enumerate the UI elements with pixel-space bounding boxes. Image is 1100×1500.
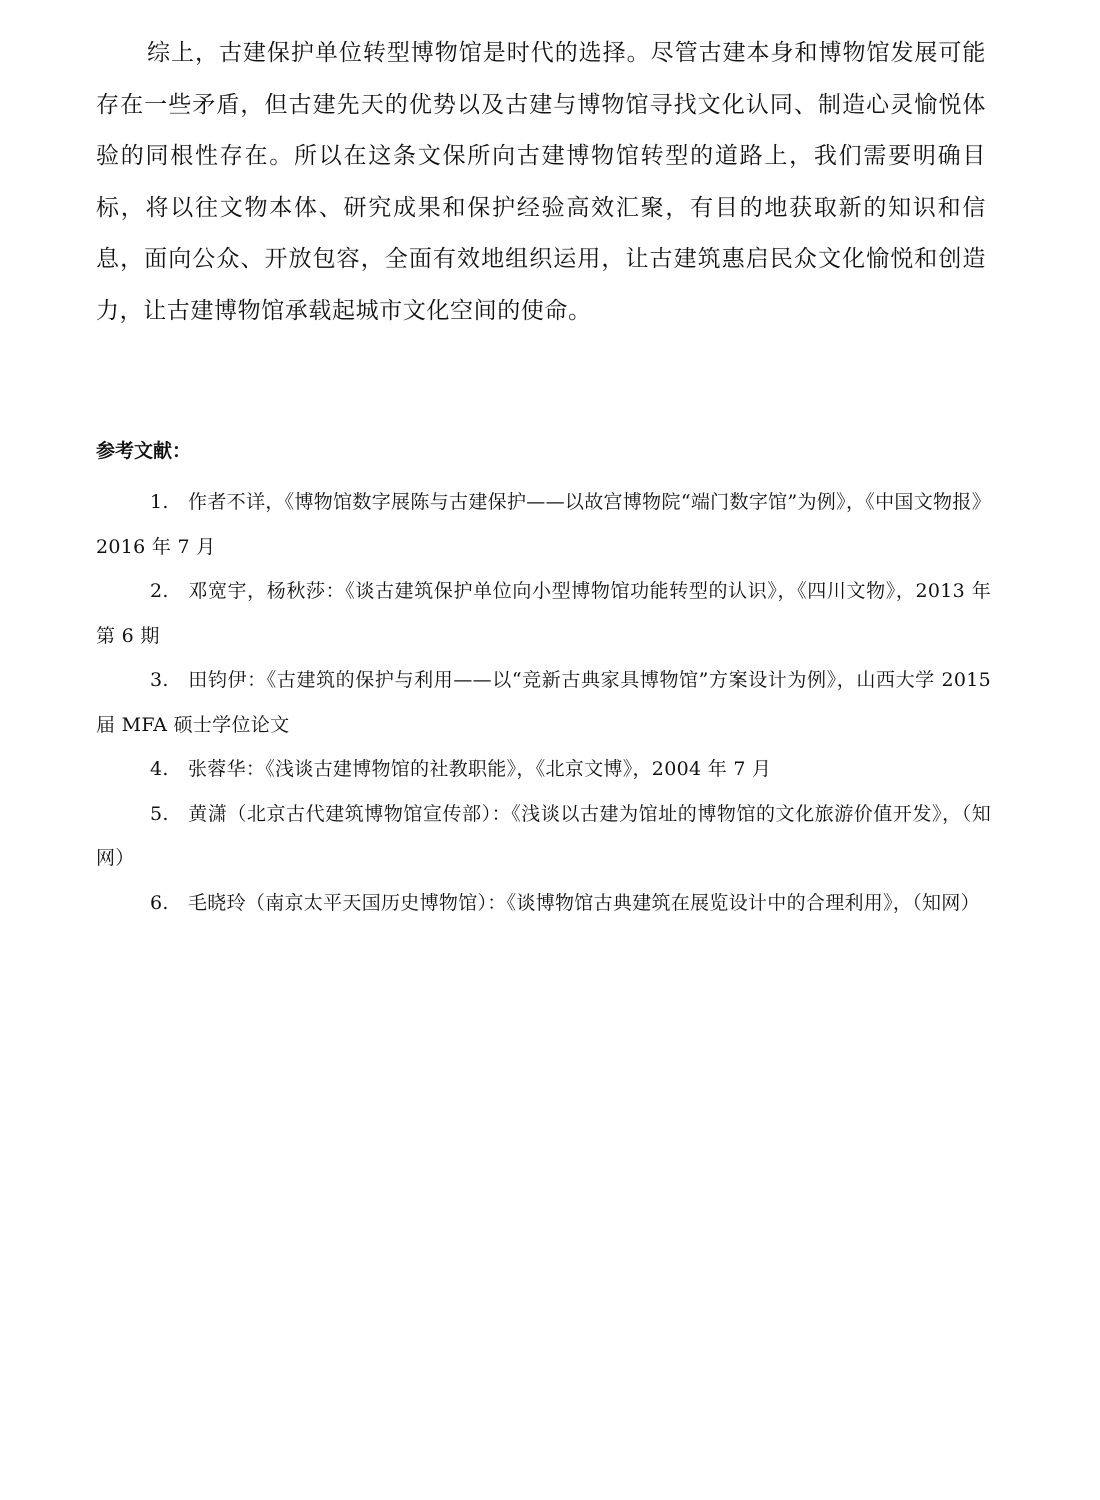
reference-text: 张蓉华：《浅谈古建博物馆的社教职能》，《北京文博》，2004 年 7 月: [188, 758, 772, 780]
reference-item-1: [96, 480, 991, 569]
reference-item-3: [96, 658, 991, 747]
reference-item-2: [96, 569, 991, 658]
reference-text: 作者不详，《博物馆数字展陈与古建保护——以故宫博物院“端门数字馆”为例》，《中国文物报》2016 年 7 月: [96, 491, 991, 558]
references-heading: 参考文献：: [96, 440, 192, 462]
reference-text: 田钧伊：《古建筑的保护与利用——以“竞新古典家具博物馆”方案设计为例》，山西大学 2015 届 MFA 硕士学位论文: [96, 669, 991, 736]
reference-number: 5.: [150, 802, 169, 825]
reference-item-4: [96, 747, 991, 792]
reference-item-5: [96, 792, 991, 881]
body-paragraph: 综上，古建保护单位转型博物馆是时代的选择。尽管古建本身和博物馆发展可能存在一些矛盾，但古建先天的优势以及古建与博物馆寻找文化认同、制造心灵愉悦体验的同根性存在。所以在这条文保所向古建博物馆转型的道路上，我们需要明确目标，将以往文物本体、研究成果和保护经验高效汇聚，有目的地获取新的知识和信息，面向公众、开放包容，全面有效地组织运用，让古建筑惠启民众文化愉悦和创造力，让古建博物馆承载起城市文化空间的使命。: [96, 40, 986, 324]
reference-number: 4.: [150, 758, 169, 780]
reference-number: 1.: [150, 491, 169, 513]
reference-text: 邓宽宇，杨秋莎：《谈古建筑保护单位向小型博物馆功能转型的认识》，《四川文物》，2013 年第 6 期: [96, 580, 991, 647]
reference-number: 6.: [150, 891, 169, 914]
reference-number: 2.: [150, 580, 169, 602]
reference-number: 3.: [150, 669, 169, 691]
reference-text: 黄潇（北京古代建筑博物馆宣传部）：《浅谈以古建为馆址的博物馆的文化旅游价值开发》，（知网）: [96, 802, 991, 869]
references-list: [96, 480, 991, 925]
reference-item-6: [96, 881, 991, 926]
reference-text: 毛晓玲（南京太平天国历史博物馆）：《谈博物馆古典建筑在展览设计中的合理利用》，（知网）: [188, 891, 980, 914]
